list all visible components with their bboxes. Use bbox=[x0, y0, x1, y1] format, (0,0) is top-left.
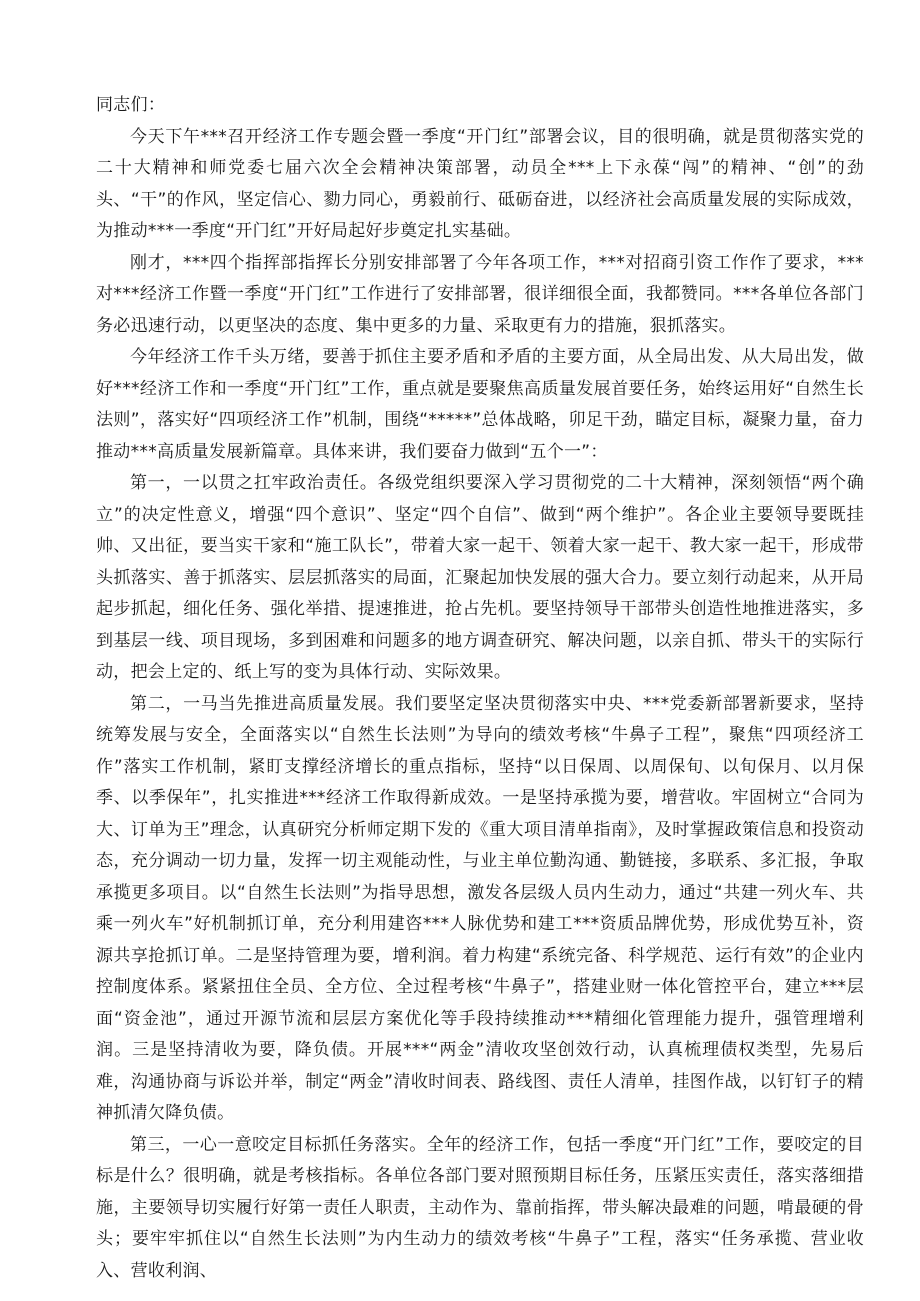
salutation: 同志们： bbox=[96, 95, 166, 115]
paragraph-point-one: 第一，一以贯之扛牢政治责任。各级党组织要深入学习贯彻党的二十大精神，深刻领悟“两个确立”的决定性意义，增强“四个意识”、坚定“四个自信”、做到“两个维护”。各企业主要领导要既挂帅、又出征，要当实干家和“施工队长”，带着大家一起干、领着大家一起干、教大家一起干，形成带头抓落实、善于抓落实、层层抓落实的局面，汇聚起加快发展的强大合力。要立刻行动起来，从开局起步抓起，细化任务、强化举措、提速推进，抢占先机。要坚持领导干部带头创造性地推进落实，多到基层一线、项目现场，多到困难和问题多的地方调查研究、解决问题，以亲自抓、带头干的实际行动，把会上定的、纸上写的变为具体行动、实际效果。 bbox=[96, 473, 864, 682]
paragraph-point-two: 第二，一马当先推进高质量发展。我们要坚定坚决贯彻落实中央、***党委新部署新要求，坚持统筹发展与安全，全面落实以“自然生长法则”为导向的绩效考核“牛鼻子工程”，聚焦“四项经济工作”落实工作机制，紧盯支撑经济增长的重点指标，坚持“以日保周、以周保旬、以旬保月、以月保季、以季保年”，扎实推进***经济工作取得新成效。一是坚持承揽为要，增营收。牢固树立“合同为大、订单为王”理念，认真研究分析师定期下发的《重大项目清单指南》，及时掌握政策信息和投资动态，充分调动一切力量，发挥一切主观能动性，与业主单位勤沟通、勤链接，多联系、多汇报，争取承揽更多项目。以“自然生长法则”为指导思想，激发各层级人员内生动力，通过“共建一列火车、共乘一列火车”好机制抓订单，充分利用建咨***人脉优势和建工***资质品牌优势，形成优势互补，资源共享抢抓订单。二是坚持管理为要，增利润。着力构建“系统完备、科学规范、运行有效”的企业内控制度体系。紧紧扭住全员、全方位、全过程考核“牛鼻子”，搭建业财一体化管控平台，建立***层面“资金池”，通过开源节流和层层方案优化等手段持续推动***精细化管理能力提升，强管理增利润。三是坚持清收为要，降负债。开展***“两金”清收攻坚创效行动，认真梳理债权类型，先易后难，沟通协商与诉讼并举，制定“两金”清收时间表、路线图、责任人清单，挂图作战，以钉钉子的精神抓清欠降负债。 bbox=[96, 693, 864, 1123]
paragraph-point-three: 第三，一心一意咬定目标抓任务落实。全年的经济工作，包括一季度“开门红”工作，要咬定的目标是什么？很明确，就是考核指标。各单位各部门要对照预期目标任务，压紧压实责任，落实落细措施，主要领导切实履行好第一责任人职责，主动作为、靠前指挥，带头解决最难的问题，啃最硬的骨头；要牢牢抓住以“自然生长法则”为内生动力的绩效考核“牛鼻子”工程，落实“任务承揽、营业收入、营收利润、 bbox=[96, 1134, 864, 1281]
document-page bbox=[96, 90, 864, 1287]
paragraph-opening: 今天下午***召开经济工作专题会暨一季度“开门红”部署会议，目的很明确，就是贯彻落实党的二十大精神和师党委七届六次全会精神决策部署，动员全***上下永葆“闯”的精神、“创”的劲头、“干”的作风，坚定信心、勠力同心，勇毅前行、砥砺奋进，以经济社会高质量发展的实际成效，为推动***一季度“开门红”开好局起好步奠定扎实基础。 bbox=[96, 126, 864, 241]
paragraph-overview: 今年经济工作千头万绪，要善于抓住主要矛盾和矛盾的主要方面，从全局出发、从大局出发，做好***经济工作和一季度“开门红”工作，重点就是要聚焦高质量发展首要任务，始终运用好“自然生长法则”，落实好“四项经济工作”机制，围绕“*****”总体战略，卯足干劲，瞄定目标，凝聚力量，奋力推动***高质量发展新篇章。具体来讲，我们要奋力做到“五个一”： bbox=[96, 347, 864, 462]
paragraph-review: 刚才，***四个指挥部指挥长分别安排部署了今年各项工作，***对招商引资工作作了要求，***对***经济工作暨一季度“开门红”工作进行了安排部署，很详细很全面，我都赞同。***各单位各部门务必迅速行动，以更坚决的态度、集中更多的力量、采取更有力的措施，狠抓落实。 bbox=[96, 252, 864, 336]
